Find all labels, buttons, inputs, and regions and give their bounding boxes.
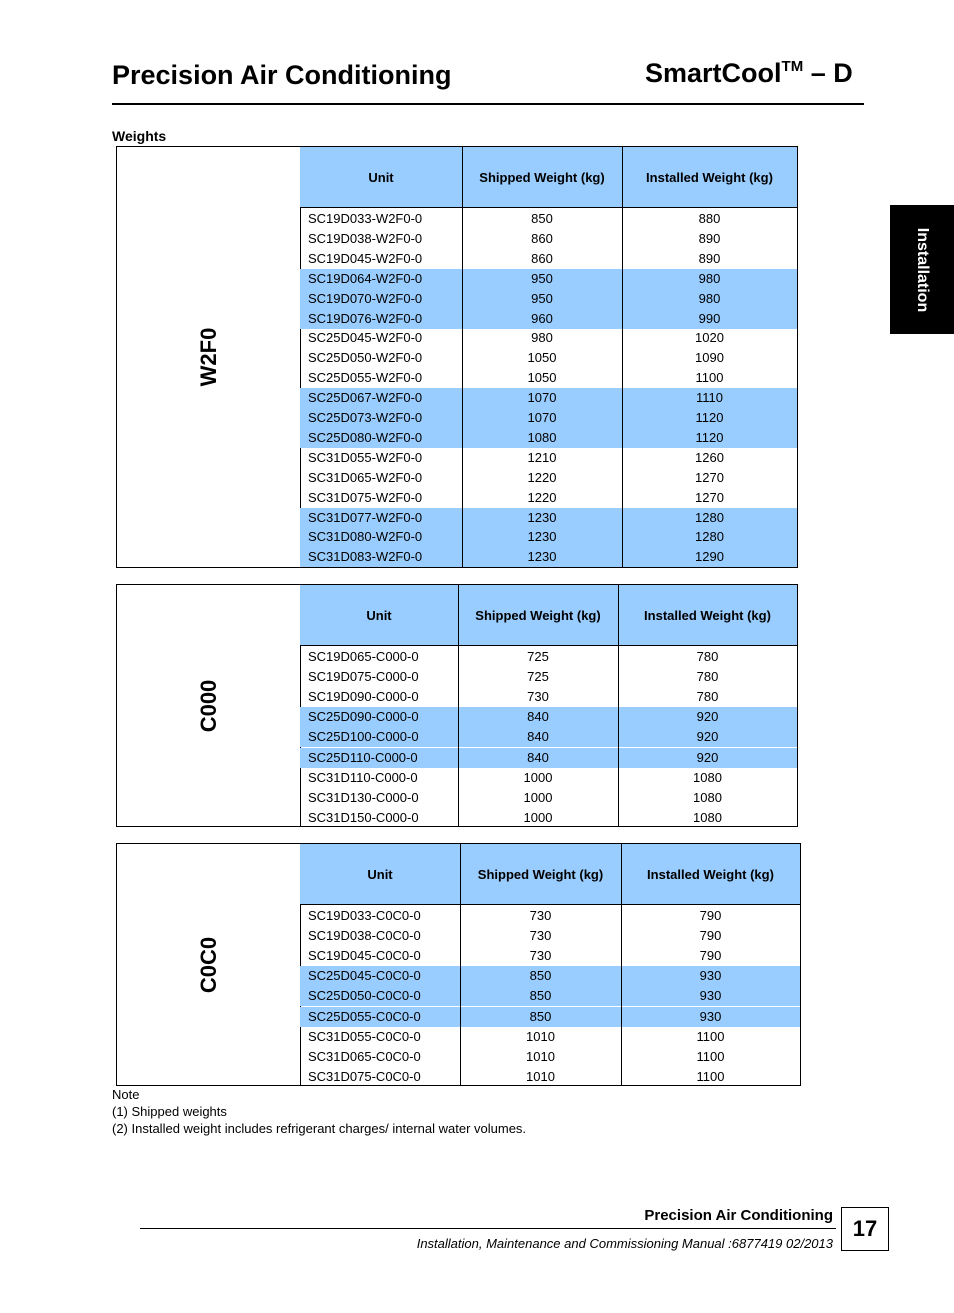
unit-cell: SC19D038-W2F0-0 [308,230,423,246]
unit-cell: SC25D050-W2F0-0 [308,350,423,366]
table-row [300,727,797,747]
unit-cell: SC19D076-W2F0-0 [308,310,423,326]
unit-cell: SC25D067-W2F0-0 [308,390,423,406]
shipped-weight-cell: 1230 [527,529,557,545]
installed-weight-cell: 1100 [695,370,724,386]
table-row [300,808,797,828]
table-row [300,1067,800,1087]
weights-grid [300,585,797,826]
header-row [300,844,800,905]
trademark: TM [781,58,804,75]
note-line: (2) Installed weight includes refrigerant charges/ internal water volumes. [112,1121,527,1136]
shipped-weight-cell: 960 [531,310,553,326]
unit-cell: SC31D150-C000-0 [308,809,419,825]
table-row [300,1007,800,1027]
table-row [300,986,800,1006]
weights-grid [300,147,797,567]
shipped-weight-cell: 1010 [526,1028,555,1044]
footer-title: Precision Air Conditioning [644,1207,833,1224]
column-divider [618,585,619,826]
note-line: (1) Shipped weights [112,1104,227,1119]
installed-weight-cell: 790 [699,908,722,923]
series-label: W2F0 [195,327,221,387]
shipped-weight-cell: 850 [529,1008,552,1024]
installed-weight-cell: 1280 [695,509,724,525]
unit-cell: SC31D077-W2F0-0 [308,509,423,525]
footer-rule [140,1228,836,1229]
installed-weight-cell: 1080 [693,769,722,785]
column-header-unit: Unit [368,169,394,185]
unit-cell: SC31D075-W2F0-0 [308,489,423,505]
installed-weight-cell: 890 [698,230,721,246]
table-row [300,707,797,727]
unit-cell: SC19D064-W2F0-0 [308,270,423,286]
table-row [300,408,797,428]
product-name: SmartCool [645,58,782,88]
installed-weight-cell: 930 [699,968,722,984]
unit-cell: SC31D065-W2F0-0 [308,469,423,485]
table-row [300,388,797,408]
shipped-weight-cell: 1210 [527,449,557,465]
table-row [300,1047,800,1067]
unit-cell: SC19D033-C0C0-0 [308,908,421,923]
table-row [300,687,797,707]
table-row [300,768,797,788]
installed-weight-cell: 1290 [695,549,724,565]
installed-weight-cell: 930 [699,988,722,1004]
column-header-unit: Unit [366,607,392,623]
header-rule [112,103,864,105]
shipped-weight-cell: 1000 [523,769,553,785]
unit-cell: SC25D073-W2F0-0 [308,410,423,425]
table-row [300,468,797,488]
shipped-weight-cell: 1220 [527,469,557,485]
table-row [300,269,797,289]
shipped-weight-cell: 1050 [527,350,557,366]
shipped-weight-cell: 980 [531,330,553,346]
series-label: C0C0 [195,936,221,993]
installed-weight-cell: 1100 [696,1068,725,1084]
header-row [300,585,797,646]
unit-cell: SC19D090-C000-0 [308,689,419,705]
column-header-installed: Installed Weight (kg) [646,169,773,185]
table-row [300,428,797,448]
shipped-weight-cell: 850 [531,211,553,226]
installed-weight-cell: 1080 [693,789,722,805]
section-title: Weights [112,128,167,144]
product-title [645,58,853,89]
installed-weight-cell: 890 [698,250,721,266]
unit-cell: SC25D055-W2F0-0 [308,370,423,386]
unit-cell: SC25D100-C000-0 [308,729,419,745]
unit-cell: SC25D110-C000-0 [308,749,418,765]
installed-weight-cell: 1270 [695,489,724,505]
installed-weight-cell: 1120 [695,429,724,445]
column-header-unit: Unit [367,866,393,882]
unit-cell: SC31D065-C0C0-0 [308,1048,421,1064]
header-row [300,147,797,208]
unit-cell: SC25D090-C000-0 [308,709,419,725]
column-divider [621,844,622,1085]
tab-label: Installation [914,227,931,312]
installed-weight-cell: 1080 [693,809,722,825]
table-row [300,309,797,329]
table-row [300,508,797,528]
shipped-weight-cell: 850 [529,988,552,1004]
installed-weight-cell: 1020 [695,330,724,346]
installation-tab [890,205,954,334]
page-number: 17 [841,1207,889,1251]
shipped-weight-cell: 840 [527,729,549,745]
unit-cell: SC25D055-C0C0-0 [308,1008,421,1024]
unit-cell: SC31D110-C000-0 [308,769,418,785]
column-header-installed: Installed Weight (kg) [647,866,774,882]
header-title: Precision Air Conditioning [112,60,452,90]
table-row [300,1027,800,1047]
table-row [300,547,797,567]
shipped-weight-cell: 1010 [526,1068,555,1084]
table-row [300,788,797,808]
shipped-weight-cell: 1000 [523,809,553,825]
unit-cell: SC31D130-C000-0 [308,789,419,805]
series-label: C000 [195,679,221,732]
installed-weight-cell: 1100 [696,1048,725,1064]
table-row [300,946,800,966]
shipped-weight-cell: 840 [527,749,549,765]
table-row [300,328,797,348]
installed-weight-cell: 990 [698,310,721,326]
installed-weight-cell: 780 [696,689,719,705]
unit-cell: SC31D080-W2F0-0 [308,529,423,545]
unit-cell: SC31D083-W2F0-0 [308,549,423,565]
unit-cell: SC25D045-C0C0-0 [308,968,421,984]
unit-cell: SC25D050-C0C0-0 [308,988,421,1004]
shipped-weight-cell: 730 [529,948,552,964]
shipped-weight-cell: 1230 [527,549,557,565]
unit-cell: SC31D055-C0C0-0 [308,1028,421,1044]
table-row [300,289,797,309]
column-header-shipped: Shipped Weight (kg) [479,169,605,185]
unit-cell: SC25D045-W2F0-0 [308,330,423,346]
shipped-weight-cell: 1000 [523,789,553,805]
installed-weight-cell: 790 [699,928,722,944]
shipped-weight-cell: 1070 [527,410,557,425]
installed-weight-cell: 1110 [696,390,723,406]
shipped-weight-cell: 730 [529,928,552,944]
installed-weight-cell: 930 [699,1008,722,1024]
column-header-shipped: Shipped Weight (kg) [475,607,601,623]
table-row [300,348,797,368]
shipped-weight-cell: 730 [529,908,552,923]
unit-cell: SC19D033-W2F0-0 [308,211,423,226]
weights-table-c000 [116,584,798,827]
unit-cell: SC31D055-W2F0-0 [308,449,423,465]
shipped-weight-cell: 1050 [527,370,557,386]
table-row [300,926,800,946]
column-divider [460,844,461,1085]
unit-cell: SC19D038-C0C0-0 [308,928,421,944]
series-label-cell [117,147,301,567]
column-divider [458,585,459,826]
installed-weight-cell: 1090 [695,350,724,366]
unit-cell: SC19D070-W2F0-0 [308,290,423,306]
column-divider [622,147,623,567]
product-suffix: – D [803,58,853,88]
installed-weight-cell: 920 [696,749,719,765]
installed-weight-cell: 780 [696,669,719,685]
unit-cell: SC19D075-C000-0 [308,669,419,685]
shipped-weight-cell: 860 [531,230,553,246]
shipped-weight-cell: 725 [527,669,549,685]
installed-weight-cell: 1280 [695,529,724,545]
shipped-weight-cell: 1230 [527,509,557,525]
shipped-weight-cell: 860 [531,250,553,266]
installed-weight-cell: 920 [696,709,719,725]
shipped-weight-cell: 840 [527,709,549,725]
installed-weight-cell: 790 [699,948,722,964]
shipped-weight-cell: 950 [531,270,553,286]
weights-grid [300,844,800,1085]
series-label-cell [117,844,301,1085]
installed-weight-cell: 780 [696,649,719,664]
table-row [300,209,797,229]
column-header-installed: Installed Weight (kg) [644,607,771,623]
table-row [300,647,797,667]
table-row [300,966,800,986]
installed-weight-cell: 920 [696,729,719,745]
unit-cell: SC19D045-C0C0-0 [308,948,421,964]
shipped-weight-cell: 850 [529,968,552,984]
table-row [300,448,797,468]
column-divider [462,147,463,567]
installed-weight-cell: 1260 [695,449,724,465]
footer-manual-ref: Installation, Maintenance and Commissioning Manual :6877419 02/2013 [416,1236,833,1251]
installed-weight-cell: 1100 [696,1028,725,1044]
installed-weight-cell: 980 [698,290,721,306]
unit-cell: SC19D045-W2F0-0 [308,250,423,266]
table-row [300,229,797,249]
column-header-shipped: Shipped Weight (kg) [477,866,604,882]
table-row [300,488,797,508]
table-row [300,368,797,388]
unit-cell: SC25D080-W2F0-0 [308,429,423,445]
unit-cell: SC19D065-C000-0 [308,649,419,664]
table-row [300,527,797,547]
shipped-weight-cell: 1080 [527,429,557,445]
table-row [300,249,797,269]
installed-weight-cell: 980 [698,270,721,286]
shipped-weight-cell: 1220 [527,489,557,505]
shipped-weight-cell: 1010 [526,1048,555,1064]
table-row [300,748,797,768]
weights-table-w2f0 [116,146,798,568]
shipped-weight-cell: 1070 [527,390,557,406]
shipped-weight-cell: 725 [527,649,549,664]
series-label-cell [117,585,301,826]
unit-cell: SC31D075-C0C0-0 [308,1068,421,1084]
note-heading: Note [112,1087,140,1102]
shipped-weight-cell: 730 [527,689,549,705]
installed-weight-cell: 880 [698,211,721,226]
installed-weight-cell: 1270 [695,469,724,485]
table-row [300,906,800,926]
note [112,1086,526,1137]
installed-weight-cell: 1120 [695,410,724,425]
weights-table-c0c0 [116,843,801,1086]
shipped-weight-cell: 950 [531,290,553,306]
table-row [300,667,797,687]
